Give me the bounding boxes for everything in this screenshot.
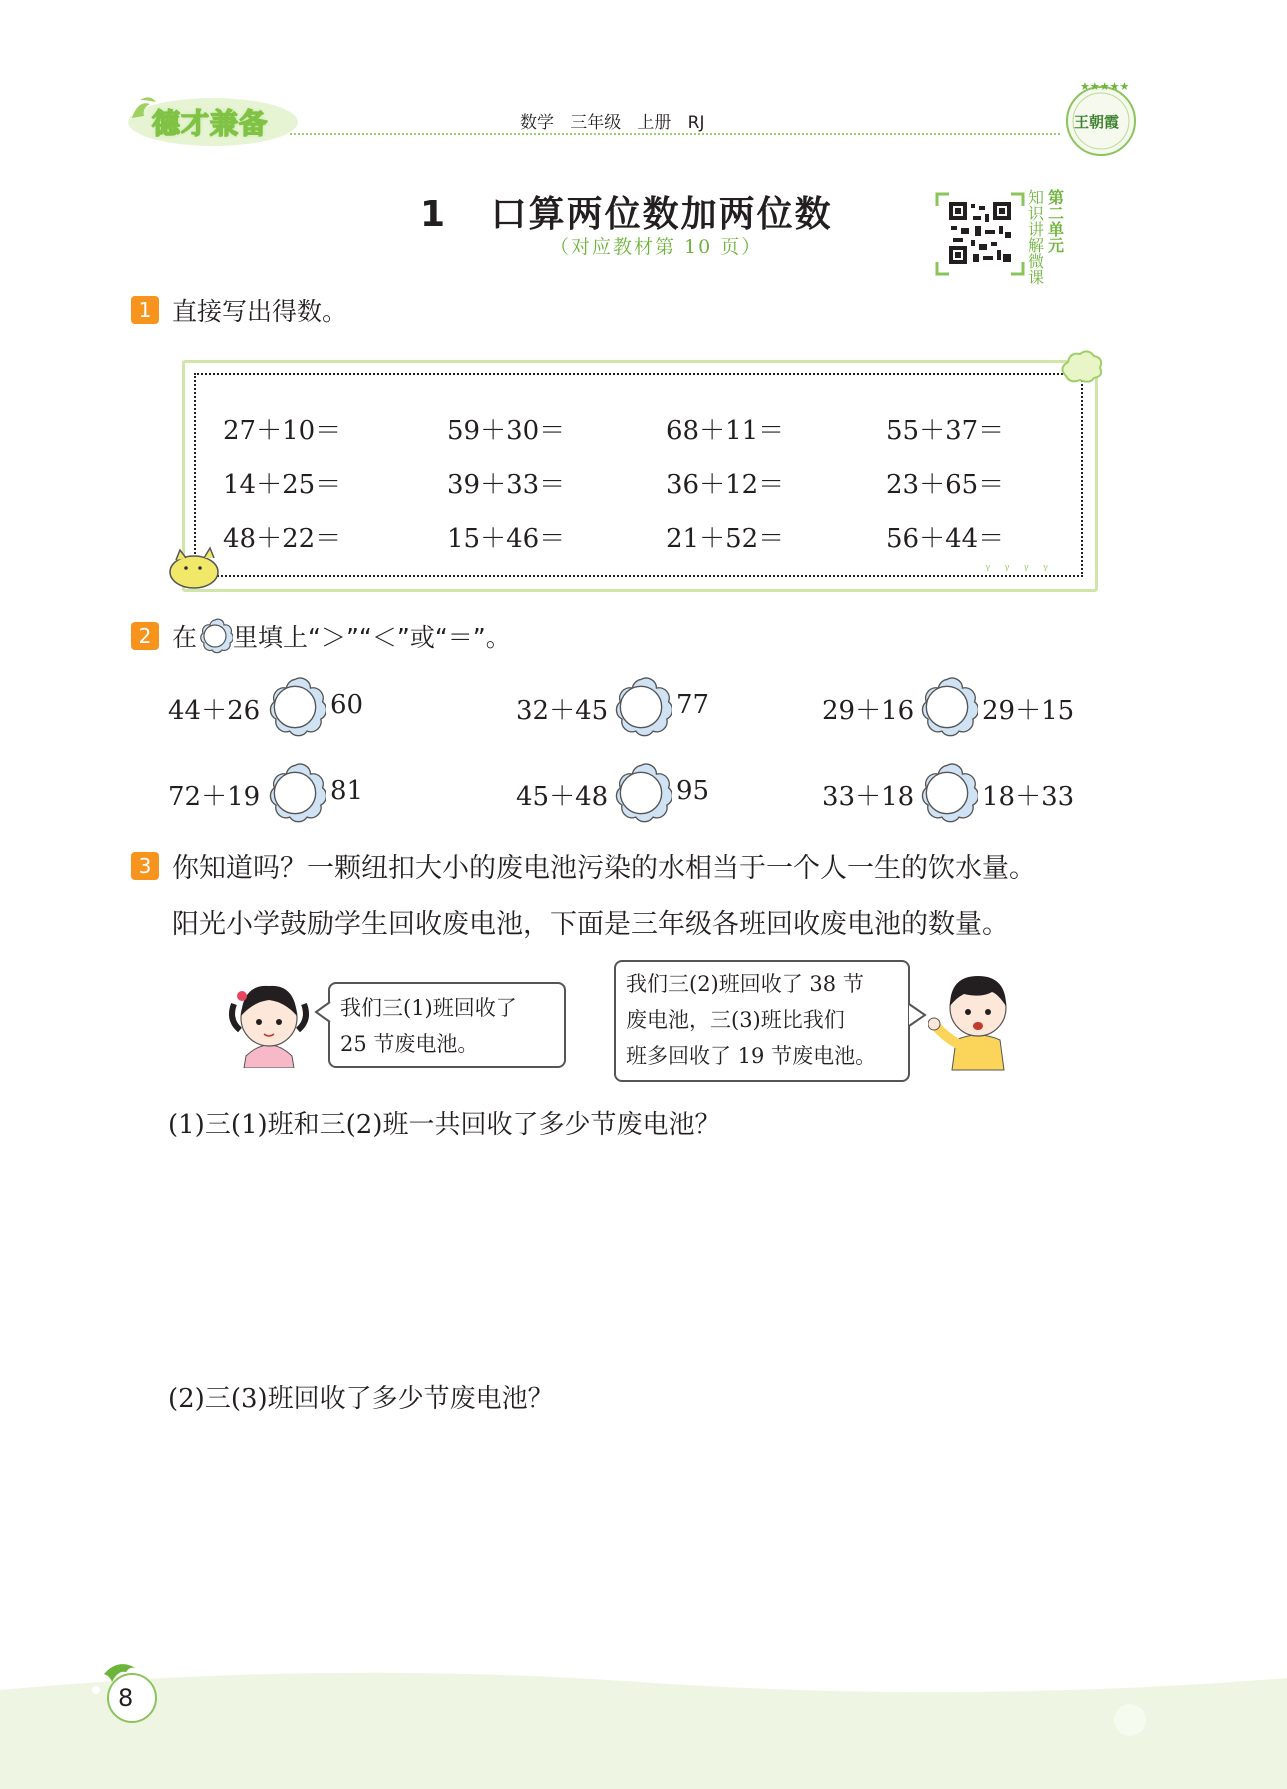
question-3-context-line: 你知道吗？一颗纽扣大小的废电池污染的水相当于一个人一生的饮水量。 <box>172 853 1036 884</box>
instruction-text: 里填上“＞”“＜”或“＝”。 <box>233 623 511 652</box>
page-number: 8 <box>118 1684 134 1712</box>
answer-circle-icon[interactable] <box>916 762 978 824</box>
comparison-right: 77 <box>676 690 710 720</box>
flower-circle-icon <box>197 618 233 654</box>
footer-background <box>0 1660 1287 1789</box>
qr-label-unit: 第二单元 <box>1047 188 1064 255</box>
question-number-badge: 1 <box>131 296 159 324</box>
bubble-line: 25 节废电池。 <box>340 1032 479 1056</box>
bubble-pointer <box>314 1000 332 1024</box>
svg-text:★★★★★: ★★★★★ <box>1080 80 1130 93</box>
question-number-badge: 2 <box>131 622 159 650</box>
comparison-left: 32＋45 <box>516 696 609 726</box>
comparison-right: 95 <box>676 776 710 806</box>
equation: 39＋33＝ <box>447 470 566 500</box>
book-info: 数学 三年级 上册 RJ <box>520 113 705 133</box>
comparison-right: 60 <box>330 690 364 720</box>
question-2-instruction <box>172 618 511 654</box>
instruction-text: 在 <box>172 623 198 652</box>
equation: 59＋30＝ <box>447 416 566 446</box>
question-number-badge: 3 <box>131 852 159 880</box>
girl-character-icon <box>228 978 310 1068</box>
cloud-icon <box>1058 350 1102 386</box>
logo-text: 德才兼备 <box>152 107 269 140</box>
qr-code[interactable] <box>935 192 1025 276</box>
sub-question-1: (1)三(1)班和三(2)班一共回收了多少节废电池？ <box>168 1110 721 1140</box>
girl-speech-bubble <box>328 982 566 1068</box>
seal-text: 王朝霞 <box>1074 113 1120 131</box>
answer-circle-icon[interactable] <box>610 762 672 824</box>
author-seal <box>1060 78 1142 160</box>
comparison-left: 44＋26 <box>168 696 261 726</box>
bubble-line: 废电池，三(3)班比我们 <box>626 1008 845 1032</box>
grass-decoration-icon: ᵞᵞᵞᵞ <box>985 562 1063 578</box>
sub-question-2: (2)三(3)班回收了多少节废电池？ <box>168 1384 554 1414</box>
equation: 21＋52＝ <box>666 524 785 554</box>
equation: 55＋37＝ <box>886 416 1005 446</box>
answer-circle-icon[interactable] <box>610 676 672 738</box>
boy-speech-bubble <box>614 960 910 1082</box>
comparison-left: 72＋19 <box>168 782 261 812</box>
equation: 56＋44＝ <box>886 524 1005 554</box>
bubble-line: 班多回收了 19 节废电池。 <box>626 1044 877 1068</box>
boy-character-icon <box>928 966 1028 1074</box>
answer-circle-icon[interactable] <box>264 762 326 824</box>
lesson-number: 1 <box>420 194 448 235</box>
lesson-title <box>420 186 833 237</box>
bubble-line: 我们三(1)班回收了 <box>340 996 517 1020</box>
equation: 68＋11＝ <box>666 416 785 446</box>
question-3-context-line: 阳光小学鼓励学生回收废电池，下面是三年级各班回收废电池的数量。 <box>172 909 1009 940</box>
brand-logo <box>118 88 298 150</box>
comparison-right: 29＋15 <box>982 696 1075 726</box>
question-1-instruction: 直接写出得数。 <box>172 297 348 326</box>
comparison-right: 18＋33 <box>982 782 1075 812</box>
answer-circle-icon[interactable] <box>264 676 326 738</box>
bubble-line: 我们三(2)班回收了 38 节 <box>626 972 864 996</box>
textbook-reference: （对应教材第 10 页） <box>550 236 763 258</box>
equation: 14＋25＝ <box>223 470 342 500</box>
comparison-left: 33＋18 <box>822 782 915 812</box>
comparison-right: 81 <box>330 776 364 806</box>
equation: 15＋46＝ <box>447 524 566 554</box>
cat-mascot-icon <box>166 540 224 590</box>
comparison-left: 29＋16 <box>822 696 915 726</box>
equation: 36＋12＝ <box>666 470 785 500</box>
equation: 23＋65＝ <box>886 470 1005 500</box>
header-divider <box>290 133 1060 135</box>
equation: 48＋22＝ <box>223 524 342 554</box>
answer-circle-icon[interactable] <box>916 676 978 738</box>
lesson-title-text: 口算两位数加两位数 <box>490 194 833 235</box>
comparison-left: 45＋48 <box>516 782 609 812</box>
qr-label-microlesson: 知识讲解微课 <box>1027 188 1044 287</box>
bubble-pointer <box>907 1002 927 1028</box>
equation: 27＋10＝ <box>223 416 342 446</box>
qr-code-icon <box>935 192 1025 276</box>
